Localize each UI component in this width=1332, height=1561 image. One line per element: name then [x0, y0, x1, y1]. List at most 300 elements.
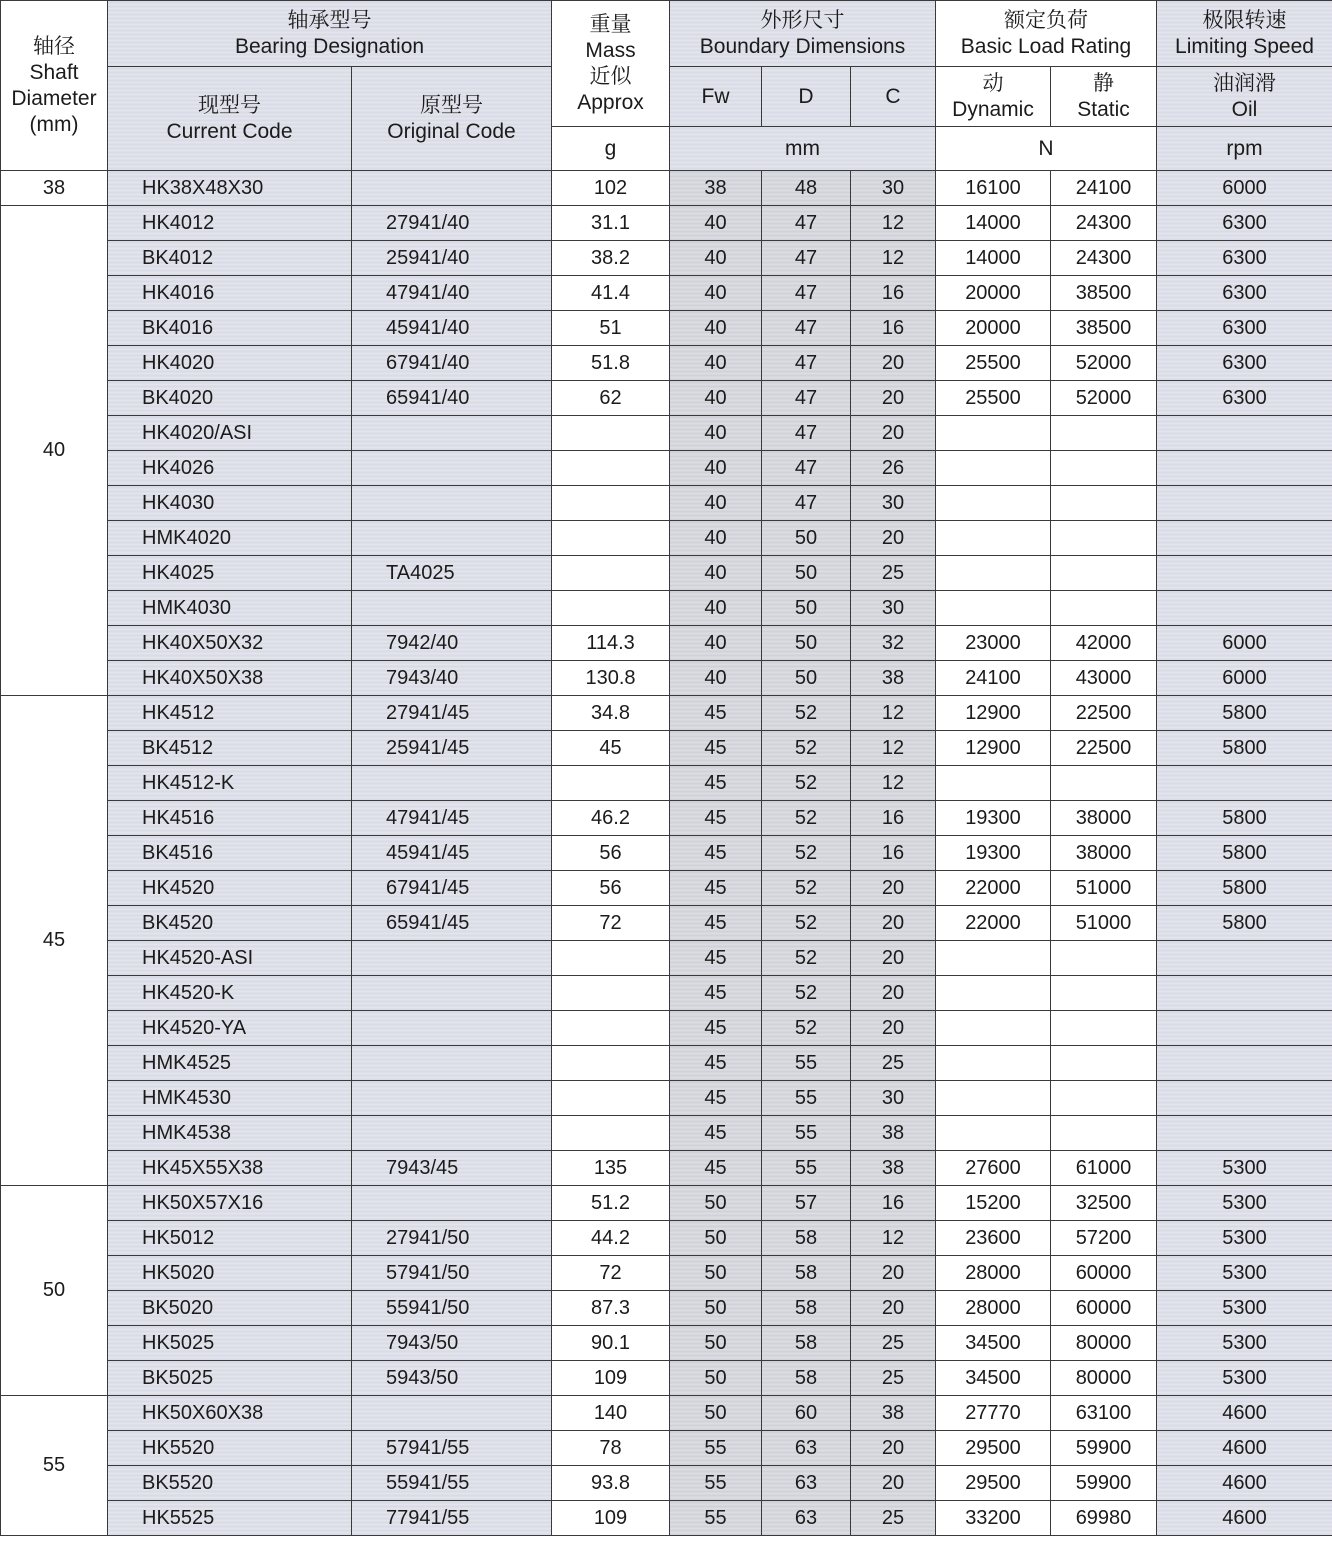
d-cell: 63 — [762, 1466, 851, 1501]
fw-cell: 40 — [670, 206, 762, 241]
table-row — [1, 1256, 1332, 1291]
mass-cell: 62 — [552, 381, 670, 416]
fw-cell: 55 — [670, 1466, 762, 1501]
fw-cell: 40 — [670, 661, 762, 696]
table-row — [1, 661, 1332, 696]
d-cell: 47 — [762, 206, 851, 241]
original-code-cell — [352, 941, 552, 976]
current-code-cell: HMK4530 — [108, 1081, 352, 1116]
table-row — [1, 1501, 1332, 1536]
current-code-cell: HK45X55X38 — [108, 1151, 352, 1186]
dynamic-load-cell: 27600 — [936, 1151, 1051, 1186]
static-load-cell: 51000 — [1051, 906, 1157, 941]
mass-cell: 87.3 — [552, 1291, 670, 1326]
d-cell: 52 — [762, 801, 851, 836]
static-cn: 静 — [1093, 71, 1114, 95]
c-cell: 16 — [851, 801, 936, 836]
original-code-cell: 67941/45 — [352, 871, 552, 906]
current-cn: 现型号 — [198, 93, 261, 117]
c-cell: 20 — [851, 1011, 936, 1046]
dynamic-load-cell: 29500 — [936, 1431, 1051, 1466]
table-row — [1, 1046, 1332, 1081]
speed-cell — [1157, 766, 1332, 801]
header-current-code — [108, 67, 352, 171]
speed-cell: 5800 — [1157, 906, 1332, 941]
current-code-cell: HK38X48X30 — [108, 171, 352, 206]
current-code-cell: HMK4030 — [108, 591, 352, 626]
original-code-cell — [352, 1046, 552, 1081]
dynamic-load-cell: 27770 — [936, 1396, 1051, 1431]
table-row — [1, 1396, 1332, 1431]
mass-cell — [552, 1011, 670, 1046]
d-cell: 58 — [762, 1256, 851, 1291]
unit-dimensions: mm — [670, 127, 936, 171]
static-load-cell: 59900 — [1051, 1466, 1157, 1501]
header-shaft-diameter — [1, 1, 108, 171]
d-cell: 55 — [762, 1081, 851, 1116]
fw-cell: 40 — [670, 486, 762, 521]
fw-cell: 45 — [670, 906, 762, 941]
dynamic-en: Dynamic — [952, 97, 1034, 121]
d-cell: 58 — [762, 1221, 851, 1256]
table-row — [1, 1326, 1332, 1361]
dynamic-load-cell: 28000 — [936, 1256, 1051, 1291]
table-body — [1, 171, 1332, 1536]
speed-cell — [1157, 451, 1332, 486]
speed-cell: 6300 — [1157, 241, 1332, 276]
original-code-cell: 25941/40 — [352, 241, 552, 276]
mass-cell — [552, 766, 670, 801]
static-load-cell: 52000 — [1051, 346, 1157, 381]
c-cell: 20 — [851, 1466, 936, 1501]
header-fw: Fw — [670, 67, 762, 127]
dynamic-load-cell: 23000 — [936, 626, 1051, 661]
unit-load: N — [936, 127, 1157, 171]
c-cell: 12 — [851, 731, 936, 766]
current-code-cell: HK4020/ASI — [108, 416, 352, 451]
speed-cell: 5300 — [1157, 1361, 1332, 1396]
dynamic-load-cell: 20000 — [936, 311, 1051, 346]
d-cell: 50 — [762, 626, 851, 661]
mass-cell: 90.1 — [552, 1326, 670, 1361]
d-cell: 47 — [762, 346, 851, 381]
c-cell: 25 — [851, 1046, 936, 1081]
dynamic-load-cell: 12900 — [936, 731, 1051, 766]
speed-cell: 6000 — [1157, 626, 1332, 661]
dynamic-load-cell — [936, 1081, 1051, 1116]
d-cell: 52 — [762, 941, 851, 976]
original-code-cell: 27941/45 — [352, 696, 552, 731]
fw-cell: 45 — [670, 941, 762, 976]
designation-en: Bearing Designation — [234, 34, 425, 58]
header-limiting-speed — [1157, 1, 1332, 67]
d-cell: 50 — [762, 521, 851, 556]
current-code-cell: HMK4020 — [108, 521, 352, 556]
table-row — [1, 171, 1332, 206]
speed-cell: 6300 — [1157, 276, 1332, 311]
static-load-cell — [1051, 521, 1157, 556]
speed-cell: 5800 — [1157, 836, 1332, 871]
current-code-cell: BK4012 — [108, 241, 352, 276]
current-code-cell: HK4520-ASI — [108, 941, 352, 976]
d-cell: 47 — [762, 311, 851, 346]
original-code-cell: 57941/50 — [352, 1256, 552, 1291]
fw-cell: 45 — [670, 731, 762, 766]
d-cell: 55 — [762, 1151, 851, 1186]
c-cell: 16 — [851, 1186, 936, 1221]
static-load-cell — [1051, 451, 1157, 486]
original-code-cell — [352, 1081, 552, 1116]
mass-cell: 31.1 — [552, 206, 670, 241]
static-load-cell — [1051, 976, 1157, 1011]
current-code-cell: HK50X60X38 — [108, 1396, 352, 1431]
table-row — [1, 521, 1332, 556]
d-cell: 52 — [762, 696, 851, 731]
dynamic-load-cell — [936, 591, 1051, 626]
table-row — [1, 381, 1332, 416]
c-cell: 12 — [851, 766, 936, 801]
current-code-cell: HK40X50X32 — [108, 626, 352, 661]
fw-cell: 40 — [670, 521, 762, 556]
fw-cell: 45 — [670, 696, 762, 731]
table-row — [1, 801, 1332, 836]
table-row — [1, 241, 1332, 276]
unit-mass: g — [552, 127, 670, 171]
table-row — [1, 1151, 1332, 1186]
mass-cell: 51.8 — [552, 346, 670, 381]
static-load-cell — [1051, 1116, 1157, 1151]
static-load-cell: 61000 — [1051, 1151, 1157, 1186]
dynamic-load-cell: 25500 — [936, 346, 1051, 381]
table-row — [1, 1186, 1332, 1221]
dynamic-load-cell — [936, 941, 1051, 976]
c-cell: 20 — [851, 976, 936, 1011]
d-cell: 50 — [762, 591, 851, 626]
speed-cell — [1157, 1011, 1332, 1046]
original-code-cell — [352, 451, 552, 486]
c-cell: 30 — [851, 591, 936, 626]
c-cell: 20 — [851, 1256, 936, 1291]
boundary-en: Boundary Dimensions — [699, 34, 906, 58]
designation-cn: 轴承型号 — [287, 8, 372, 32]
current-code-cell: BK4516 — [108, 836, 352, 871]
fw-cell: 50 — [670, 1396, 762, 1431]
mass-cell: 72 — [552, 906, 670, 941]
load-cn: 额定负荷 — [1004, 8, 1088, 32]
static-load-cell: 80000 — [1051, 1361, 1157, 1396]
d-cell: 58 — [762, 1291, 851, 1326]
dynamic-load-cell: 24100 — [936, 661, 1051, 696]
c-cell: 12 — [851, 696, 936, 731]
current-code-cell: HMK4525 — [108, 1046, 352, 1081]
d-cell: 63 — [762, 1501, 851, 1536]
dynamic-load-cell: 22000 — [936, 906, 1051, 941]
fw-cell: 45 — [670, 801, 762, 836]
original-code-cell: 7943/45 — [352, 1151, 552, 1186]
fw-cell: 40 — [670, 556, 762, 591]
mass-cell: 41.4 — [552, 276, 670, 311]
oil-cn: 油润滑 — [1213, 71, 1277, 95]
table-row — [1, 1466, 1332, 1501]
c-cell: 20 — [851, 381, 936, 416]
shaft-diameter-cell: 55 — [1, 1396, 108, 1536]
original-code-cell: 67941/40 — [352, 346, 552, 381]
static-load-cell: 38500 — [1051, 311, 1157, 346]
dynamic-load-cell: 34500 — [936, 1326, 1051, 1361]
static-load-cell: 80000 — [1051, 1326, 1157, 1361]
fw-cell: 40 — [670, 381, 762, 416]
original-code-cell — [352, 1186, 552, 1221]
current-code-cell: HK5520 — [108, 1431, 352, 1466]
table-row — [1, 731, 1332, 766]
current-code-cell: HK4026 — [108, 451, 352, 486]
static-load-cell: 24300 — [1051, 206, 1157, 241]
d-cell: 48 — [762, 171, 851, 206]
c-cell: 20 — [851, 871, 936, 906]
speed-cell — [1157, 1081, 1332, 1116]
speed-cell — [1157, 941, 1332, 976]
table-row — [1, 451, 1332, 486]
shaft-unit: (mm) — [29, 112, 79, 136]
table-row — [1, 591, 1332, 626]
header-dynamic — [936, 67, 1051, 127]
c-cell: 20 — [851, 416, 936, 451]
current-code-cell: BK5520 — [108, 1466, 352, 1501]
table-row — [1, 1221, 1332, 1256]
fw-cell: 45 — [670, 836, 762, 871]
mass-cell: 51 — [552, 311, 670, 346]
static-load-cell: 57200 — [1051, 1221, 1157, 1256]
header-d: D — [762, 67, 851, 127]
original-code-cell: 47941/40 — [352, 276, 552, 311]
static-load-cell: 43000 — [1051, 661, 1157, 696]
table-header — [1, 1, 1332, 171]
static-load-cell — [1051, 486, 1157, 521]
current-code-cell: BK4520 — [108, 906, 352, 941]
current-code-cell: HK4020 — [108, 346, 352, 381]
original-code-cell — [352, 1011, 552, 1046]
mass-cell: 34.8 — [552, 696, 670, 731]
mass-en2: Approx — [577, 90, 644, 114]
table-row — [1, 416, 1332, 451]
c-cell: 25 — [851, 1326, 936, 1361]
current-code-cell: BK5025 — [108, 1361, 352, 1396]
original-code-cell: 45941/40 — [352, 311, 552, 346]
speed-cell: 5300 — [1157, 1256, 1332, 1291]
original-code-cell — [352, 1396, 552, 1431]
speed-cell — [1157, 486, 1332, 521]
speed-cn: 极限转速 — [1202, 8, 1287, 32]
original-code-cell: 65941/40 — [352, 381, 552, 416]
current-code-cell: BK4016 — [108, 311, 352, 346]
mass-cell — [552, 1116, 670, 1151]
speed-cell: 5300 — [1157, 1291, 1332, 1326]
fw-cell: 50 — [670, 1361, 762, 1396]
static-load-cell: 22500 — [1051, 731, 1157, 766]
shaft-diameter-cell: 50 — [1, 1186, 108, 1396]
original-code-cell — [352, 766, 552, 801]
c-cell: 26 — [851, 451, 936, 486]
speed-cell: 4600 — [1157, 1501, 1332, 1536]
table-row — [1, 1116, 1332, 1151]
static-load-cell: 60000 — [1051, 1291, 1157, 1326]
d-cell: 52 — [762, 1011, 851, 1046]
speed-cell — [1157, 591, 1332, 626]
d-cell: 55 — [762, 1046, 851, 1081]
table-row — [1, 626, 1332, 661]
current-code-cell: HK4030 — [108, 486, 352, 521]
speed-cell: 5800 — [1157, 731, 1332, 766]
shaft-diameter-cell: 38 — [1, 171, 108, 206]
original-code-cell — [352, 591, 552, 626]
shaft-en1: Shaft — [29, 60, 79, 84]
unit-speed: rpm — [1157, 127, 1332, 171]
fw-cell: 55 — [670, 1501, 762, 1536]
c-cell: 16 — [851, 276, 936, 311]
static-load-cell: 24300 — [1051, 241, 1157, 276]
fw-cell: 50 — [670, 1326, 762, 1361]
static-load-cell: 38000 — [1051, 836, 1157, 871]
original-code-cell: 7943/50 — [352, 1326, 552, 1361]
fw-cell: 40 — [670, 346, 762, 381]
table-row — [1, 976, 1332, 1011]
current-code-cell: HK5020 — [108, 1256, 352, 1291]
c-cell: 20 — [851, 1291, 936, 1326]
table-row — [1, 906, 1332, 941]
dynamic-load-cell: 28000 — [936, 1291, 1051, 1326]
fw-cell: 40 — [670, 241, 762, 276]
mass-cell: 38.2 — [552, 241, 670, 276]
fw-cell: 45 — [670, 1081, 762, 1116]
d-cell: 52 — [762, 906, 851, 941]
c-cell: 12 — [851, 1221, 936, 1256]
original-code-cell: 7943/40 — [352, 661, 552, 696]
boundary-cn: 外形尺寸 — [760, 8, 845, 32]
d-cell: 52 — [762, 766, 851, 801]
mass-cell: 72 — [552, 1256, 670, 1291]
original-code-cell — [352, 486, 552, 521]
current-code-cell: BK5020 — [108, 1291, 352, 1326]
mass-cell: 44.2 — [552, 1221, 670, 1256]
original-code-cell: 45941/45 — [352, 836, 552, 871]
current-code-cell: HK4512-K — [108, 766, 352, 801]
c-cell: 12 — [851, 206, 936, 241]
speed-cell: 4600 — [1157, 1396, 1332, 1431]
c-cell: 25 — [851, 1361, 936, 1396]
speed-cell: 6300 — [1157, 311, 1332, 346]
mass-en1: Mass — [585, 38, 636, 62]
current-code-cell: HK5012 — [108, 1221, 352, 1256]
static-load-cell: 59900 — [1051, 1431, 1157, 1466]
current-code-cell: BK4512 — [108, 731, 352, 766]
d-cell: 58 — [762, 1361, 851, 1396]
original-en: Original Code — [387, 119, 516, 143]
table-row — [1, 1431, 1332, 1466]
original-cn: 原型号 — [420, 93, 483, 117]
static-load-cell: 42000 — [1051, 626, 1157, 661]
shaft-diameter-cell: 40 — [1, 206, 108, 696]
dynamic-load-cell: 33200 — [936, 1501, 1051, 1536]
table-row — [1, 1081, 1332, 1116]
mass-cell: 56 — [552, 836, 670, 871]
fw-cell: 38 — [670, 171, 762, 206]
shaft-en2: Diameter — [11, 86, 97, 110]
current-code-cell: HK40X50X38 — [108, 661, 352, 696]
dynamic-load-cell: 12900 — [936, 696, 1051, 731]
fw-cell: 45 — [670, 1151, 762, 1186]
fw-cell: 50 — [670, 1256, 762, 1291]
static-load-cell: 32500 — [1051, 1186, 1157, 1221]
original-code-cell: 57941/55 — [352, 1431, 552, 1466]
mass-cell: 140 — [552, 1396, 670, 1431]
shaft-diameter-cell: 45 — [1, 696, 108, 1186]
original-code-cell: 55941/55 — [352, 1466, 552, 1501]
mass-cell — [552, 416, 670, 451]
speed-cell: 5800 — [1157, 801, 1332, 836]
fw-cell: 45 — [670, 871, 762, 906]
speed-cell: 5300 — [1157, 1186, 1332, 1221]
c-cell: 32 — [851, 626, 936, 661]
header-load-rating — [936, 1, 1157, 67]
speed-cell — [1157, 1116, 1332, 1151]
speed-cell: 4600 — [1157, 1466, 1332, 1501]
fw-cell: 40 — [670, 276, 762, 311]
original-code-cell: 5943/50 — [352, 1361, 552, 1396]
mass-cn1: 重量 — [589, 12, 632, 36]
mass-cn2: 近似 — [589, 64, 632, 88]
fw-cell: 45 — [670, 1046, 762, 1081]
dynamic-load-cell — [936, 766, 1051, 801]
static-load-cell: 52000 — [1051, 381, 1157, 416]
fw-cell: 40 — [670, 416, 762, 451]
mass-cell — [552, 1046, 670, 1081]
current-code-cell: HK4516 — [108, 801, 352, 836]
c-cell: 38 — [851, 1116, 936, 1151]
c-cell: 16 — [851, 836, 936, 871]
d-cell: 47 — [762, 451, 851, 486]
dynamic-load-cell — [936, 416, 1051, 451]
dynamic-load-cell — [936, 1011, 1051, 1046]
speed-cell: 6300 — [1157, 381, 1332, 416]
d-cell: 47 — [762, 381, 851, 416]
d-cell: 47 — [762, 241, 851, 276]
dynamic-load-cell — [936, 1116, 1051, 1151]
mass-cell — [552, 1081, 670, 1116]
dynamic-load-cell: 15200 — [936, 1186, 1051, 1221]
c-cell: 25 — [851, 556, 936, 591]
header-boundary-dimensions — [670, 1, 936, 67]
d-cell: 47 — [762, 486, 851, 521]
mass-cell: 51.2 — [552, 1186, 670, 1221]
current-code-cell: HK4512 — [108, 696, 352, 731]
fw-cell: 40 — [670, 311, 762, 346]
mass-cell: 114.3 — [552, 626, 670, 661]
d-cell: 50 — [762, 556, 851, 591]
speed-cell: 5300 — [1157, 1326, 1332, 1361]
d-cell: 52 — [762, 976, 851, 1011]
mass-cell — [552, 976, 670, 1011]
static-load-cell: 38500 — [1051, 276, 1157, 311]
d-cell: 55 — [762, 1116, 851, 1151]
mass-cell — [552, 556, 670, 591]
mass-cell: 78 — [552, 1431, 670, 1466]
header-mass — [552, 1, 670, 127]
c-cell: 20 — [851, 906, 936, 941]
dynamic-load-cell: 19300 — [936, 836, 1051, 871]
fw-cell: 50 — [670, 1186, 762, 1221]
mass-cell: 109 — [552, 1361, 670, 1396]
dynamic-load-cell: 19300 — [936, 801, 1051, 836]
